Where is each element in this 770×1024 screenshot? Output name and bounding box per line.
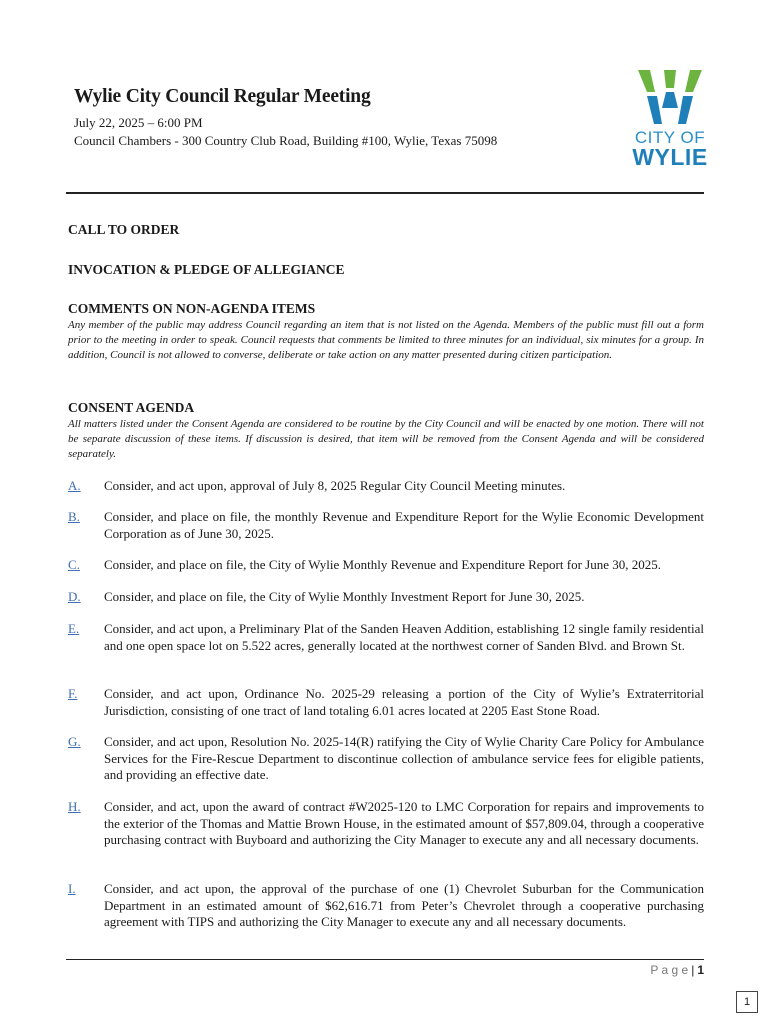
- agenda-item-text: Consider, and act upon, Ordinance No. 2025-29 releasing a portion of the City of Wylie’s Extraterritorial Jurisdiction, consisting of one tract of land totaling 6.01 acres located at 2205 East Stone Road.: [104, 686, 704, 718]
- logo-wylie-text: WYLIE: [632, 144, 708, 170]
- comments-description: Any member of the public may address Council regarding an item that is not listed on the Agenda. Members of the public must fill out a form prior to the meeting in order to speak. Council requests that comments be limited to three minutes for an individual, six minutes for a group. In addition, Council is not allowed to converse, deliberate or take action on any matter presented during citizen participation.: [68, 319, 704, 361]
- agenda-item-text: Consider, and act upon, approval of July 8, 2025 Regular City Council Meeting minutes.: [104, 478, 566, 493]
- meeting-title: Wylie City Council Regular Meeting: [74, 86, 371, 107]
- header-divider: [66, 192, 704, 194]
- agenda-item-link[interactable]: G.: [68, 734, 81, 749]
- consent-agenda-description: All matters listed under the Consent Agenda are considered to be routine by the City Council and will be enacted by one motion. There will not be separate discussion of these items. If discussion is desired, that item will be removed from the Consent Agenda and will be considered separately.: [68, 418, 704, 460]
- page-footer: [560, 963, 704, 977]
- agenda-item-link[interactable]: F.: [68, 686, 78, 701]
- invocation-heading: INVOCATION & PLEDGE OF ALLEGIANCE: [68, 262, 345, 277]
- city-of-wylie-logo: [628, 68, 712, 168]
- page-label: P a g e: [650, 963, 689, 977]
- call-to-order-heading: CALL TO ORDER: [68, 222, 180, 237]
- agenda-item-text: Consider, and place on file, the City of Wylie Monthly Investment Report for June 30, 2025.: [104, 589, 585, 604]
- agenda-item-link[interactable]: H.: [68, 799, 81, 814]
- page-number-box: 1: [736, 991, 758, 1013]
- agenda-item-text: Consider, and place on file, the monthly Revenue and Expenditure Report for the Wylie Economic Development Corporation as of June 30, 2025.: [104, 509, 704, 541]
- agenda-item-link[interactable]: E.: [68, 621, 80, 636]
- agenda-item-link[interactable]: C.: [68, 557, 80, 572]
- meeting-date: July 22, 2025 – 6:00 PM: [74, 115, 203, 130]
- consent-agenda-heading: CONSENT AGENDA: [68, 400, 195, 415]
- agenda-item-link[interactable]: I.: [68, 881, 76, 896]
- meeting-header: [74, 86, 594, 150]
- footer-divider: [66, 959, 704, 960]
- agenda-item-text: Consider, and act upon, a Preliminary Plat of the Sanden Heaven Addition, establishing 12 single family residential and one open space lot on 5.522 acres, generally located at the northwest corner of Sanden Blvd. and Brown St.: [104, 621, 704, 653]
- agenda-item-text: Consider, and place on file, the City of Wylie Monthly Revenue and Expenditure Report for June 30, 2025.: [104, 557, 661, 572]
- agenda-item-link[interactable]: D.: [68, 589, 81, 604]
- logo-city-of-text: CITY OF: [634, 128, 706, 147]
- agenda-item-text: Consider, and act upon, the approval of the purchase of one (1) Chevrolet Suburban for the Communication Department in an estimated amount of $62,616.71 from Peter’s Chevrolet through a cooperative purchasing agreement with TIPS and authorizing the City Manager to execute any and all necessary documents.: [104, 881, 704, 929]
- agenda-item-link[interactable]: B.: [68, 509, 80, 524]
- wylie-w-mark-icon: [628, 68, 712, 128]
- agenda-item-text: Consider, and act upon, Resolution No. 2025-14(R) ratifying the City of Wylie Charity Care Policy for Ambulance Services for the Fire-Rescue Department to discontinue collection of ambulance service fees for eligible patients, and providing an effective date.: [104, 734, 704, 782]
- agenda-item-link[interactable]: A.: [68, 478, 81, 493]
- agenda-item-text: Consider, and act, upon the award of contract #W2025-120 to LMC Corporation for repairs and improvements to the exterior of the Thomas and Mattie Brown House, in the estimated amount of $57,809.04, through a cooperative purchasing contract with Buyboard and authorizing the City Manager to execute any and all necessary documents.: [104, 799, 704, 847]
- meeting-location: Council Chambers - 300 Country Club Road, Building #100, Wylie, Texas 75098: [74, 133, 498, 148]
- comments-heading: COMMENTS ON NON-AGENDA ITEMS: [68, 301, 316, 316]
- page-number: 1: [697, 963, 704, 977]
- page-separator: |: [691, 963, 695, 977]
